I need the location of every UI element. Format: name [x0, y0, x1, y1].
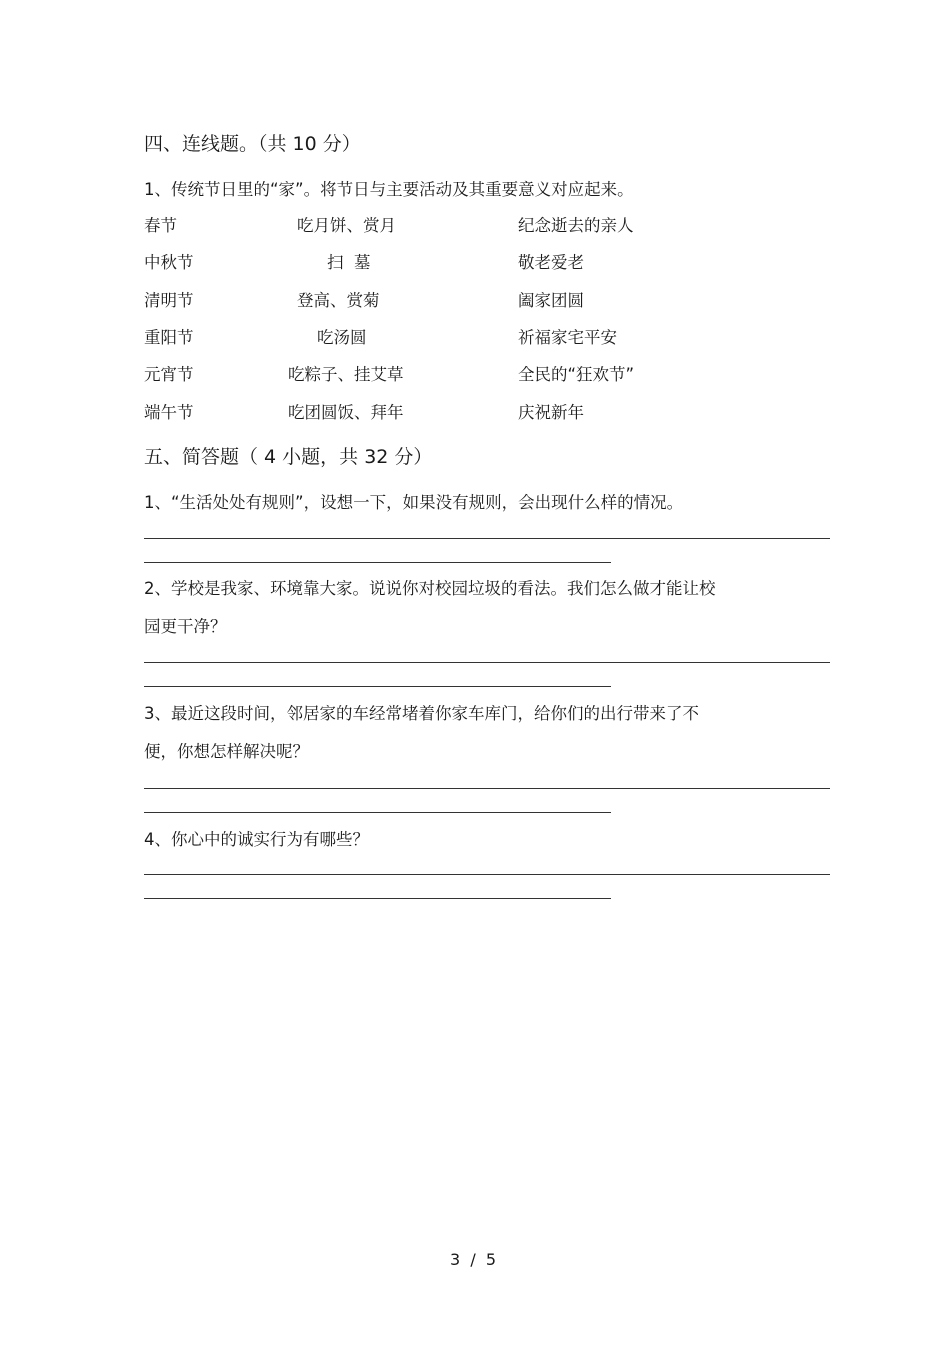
- festival-label: 清明节: [144, 291, 194, 310]
- answer-line[interactable]: [144, 686, 611, 687]
- section-4-title: 四、连线题。（共 10 分）: [144, 133, 361, 155]
- question-3-line-2: 便，你想怎样解决呢？: [144, 742, 309, 761]
- festival-label: 端午节: [144, 403, 194, 422]
- answer-line[interactable]: [144, 812, 611, 813]
- meaning-label: 全民的“狂欢节”: [518, 365, 635, 384]
- answer-line[interactable]: [144, 538, 830, 539]
- section-4-question: 1、传统节日里的“家”。将节日与主要活动及其重要意义对应起来。: [144, 180, 634, 199]
- festival-label: 元宵节: [144, 365, 194, 384]
- answer-line[interactable]: [144, 788, 830, 789]
- festival-label: 中秋节: [144, 253, 194, 272]
- activity-label: 吃汤圆: [317, 328, 367, 347]
- meaning-label: 纪念逝去的亲人: [518, 216, 634, 235]
- activity-label: 登高、赏菊: [297, 291, 380, 310]
- activity-label: 吃月饼、赏月: [297, 216, 396, 235]
- activity-label: 扫 墓: [327, 253, 371, 272]
- meaning-label: 祈福家宅平安: [518, 328, 617, 347]
- question-4: 4、你心中的诚实行为有哪些？: [144, 830, 369, 849]
- question-2-line-2: 园更干净？: [144, 617, 227, 636]
- festival-label: 春节: [144, 216, 177, 235]
- answer-line[interactable]: [144, 874, 830, 875]
- meaning-label: 阖家团圆: [518, 291, 584, 310]
- activity-label: 吃粽子、挂艾草: [288, 365, 404, 384]
- activity-label: 吃团圆饭、拜年: [288, 403, 404, 422]
- meaning-label: 敬老爱老: [518, 253, 584, 272]
- section-5-title: 五、简答题（ 4 小题，共 32 分）: [144, 446, 433, 468]
- question-2-line-1: 2、学校是我家、环境靠大家。说说你对校园垃圾的看法。我们怎么做才能让校: [144, 579, 716, 598]
- festival-label: 重阳节: [144, 328, 194, 347]
- question-3-line-1: 3、最近这段时间，邻居家的车经常堵着你家车库门，给你们的出行带来了不: [144, 704, 699, 723]
- answer-line[interactable]: [144, 662, 830, 663]
- meaning-label: 庆祝新年: [518, 403, 584, 422]
- answer-line[interactable]: [144, 562, 611, 563]
- question-1: 1、“生活处处有规则”，设想一下，如果没有规则，会出现什么样的情况。: [144, 493, 684, 512]
- answer-line[interactable]: [144, 898, 611, 899]
- page-number: 3 / 5: [450, 1250, 497, 1269]
